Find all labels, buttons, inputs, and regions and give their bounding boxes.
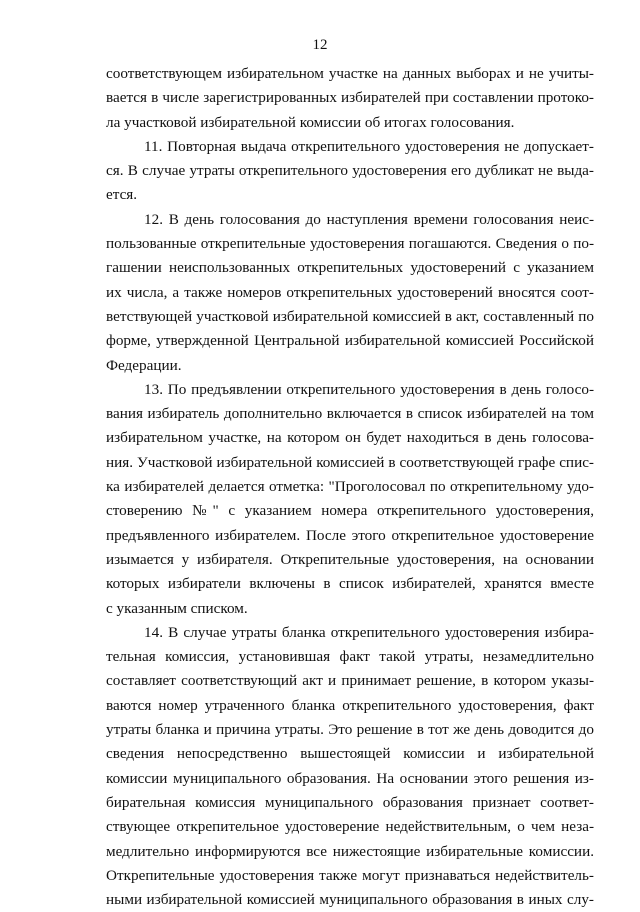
text-line: Федерации. — [106, 356, 182, 374]
text-line: форме, утвержденной Центральной избирательной комиссией Российской — [106, 332, 594, 350]
text-line: соответствующем избирательном участке на данных выборах и не учиты- — [106, 65, 594, 82]
text-line: комиссии муниципального образования. На основании этого решения из- — [106, 769, 594, 787]
text-line: гашении неиспользованных открепительных удостоверений с указанием — [106, 259, 594, 277]
text-line: 13. По предъявлении открепительного удостоверения в день голосо- — [144, 380, 594, 398]
text-line: которых избиратели включены в список избирателей, хранятся вместе — [106, 575, 594, 593]
text-line: ваются номер утраченного бланка открепительного удостоверения, факт — [106, 696, 594, 714]
text-line: ными избирательной комиссией муниципального образования в иных слу- — [106, 891, 594, 909]
text-line: 12. В день голосования до наступления времени голосования неис- — [144, 210, 594, 228]
text-line: ветствующей участковой избирательной комиссией в акт, составленный по — [106, 307, 594, 325]
text-line: их числа, а также номеров открепительных удостоверений вносятся соот- — [106, 283, 594, 301]
text-line: ся. В случае утраты открепительного удостоверения его дубликат не выда- — [106, 162, 594, 180]
text-line: Открепительные удостоверения также могут признаваться недействитель- — [106, 866, 594, 884]
text-line: утраты бланка и причина утраты. Это решение в тот же день доводится до — [106, 721, 594, 739]
text-line: 11. Повторная выдача открепительного удостоверения не допускает- — [144, 137, 594, 155]
text-line: 14. В случае утраты бланка открепительного удостоверения избира- — [144, 623, 594, 641]
document-body — [106, 62, 594, 912]
text-line: избирательном участке, на котором он будет находиться в день голосова- — [106, 429, 594, 447]
text-line: изымается у избирателя. Открепительные удостоверения, на основании — [106, 550, 594, 568]
text-line: составляет соответствующий акт и принимает решение, в котором указы- — [106, 672, 594, 690]
text-line: сведения непосредственно вышестоящей комиссии и избирательной — [106, 745, 594, 763]
page-number: 12 — [312, 37, 328, 53]
text-line: стоверению №" с указанием номера открепительного удостоверения, — [106, 502, 594, 520]
text-line: ла участковой избирательной комиссии об итогах голосования. — [106, 113, 515, 131]
text-line: медлительно информируются все нижестоящие избирательные комиссии. — [106, 842, 594, 860]
text-line: предъявленного избирателем. После этого открепительное удостоверение — [106, 526, 594, 544]
text-line: тельная комиссия, установившая факт такой утраты, незамедлительно — [106, 648, 594, 666]
text-line: вания избиратель дополнительно включается в список избирателей на том — [106, 405, 594, 423]
text-line: пользованные открепительные удостоверения погашаются. Сведения о по- — [106, 235, 594, 253]
text-line: ется. — [106, 186, 138, 204]
text-line: ка избирателей делается отметка: "Проголосовал по открепительному удо- — [106, 478, 594, 496]
text-line: вается в числе зарегистрированных избирателей при составлении протоко- — [106, 89, 594, 107]
text-line: с указанным списком. — [106, 599, 248, 617]
text-line: бирательная комиссия муниципального образования признает соответ- — [106, 793, 594, 811]
text-line: ствующее открепительное удостоверение недействительным, о чем неза- — [106, 818, 594, 836]
text-line: ния. Участковой избирательной комиссией в соответствующей графе спис- — [106, 453, 594, 471]
